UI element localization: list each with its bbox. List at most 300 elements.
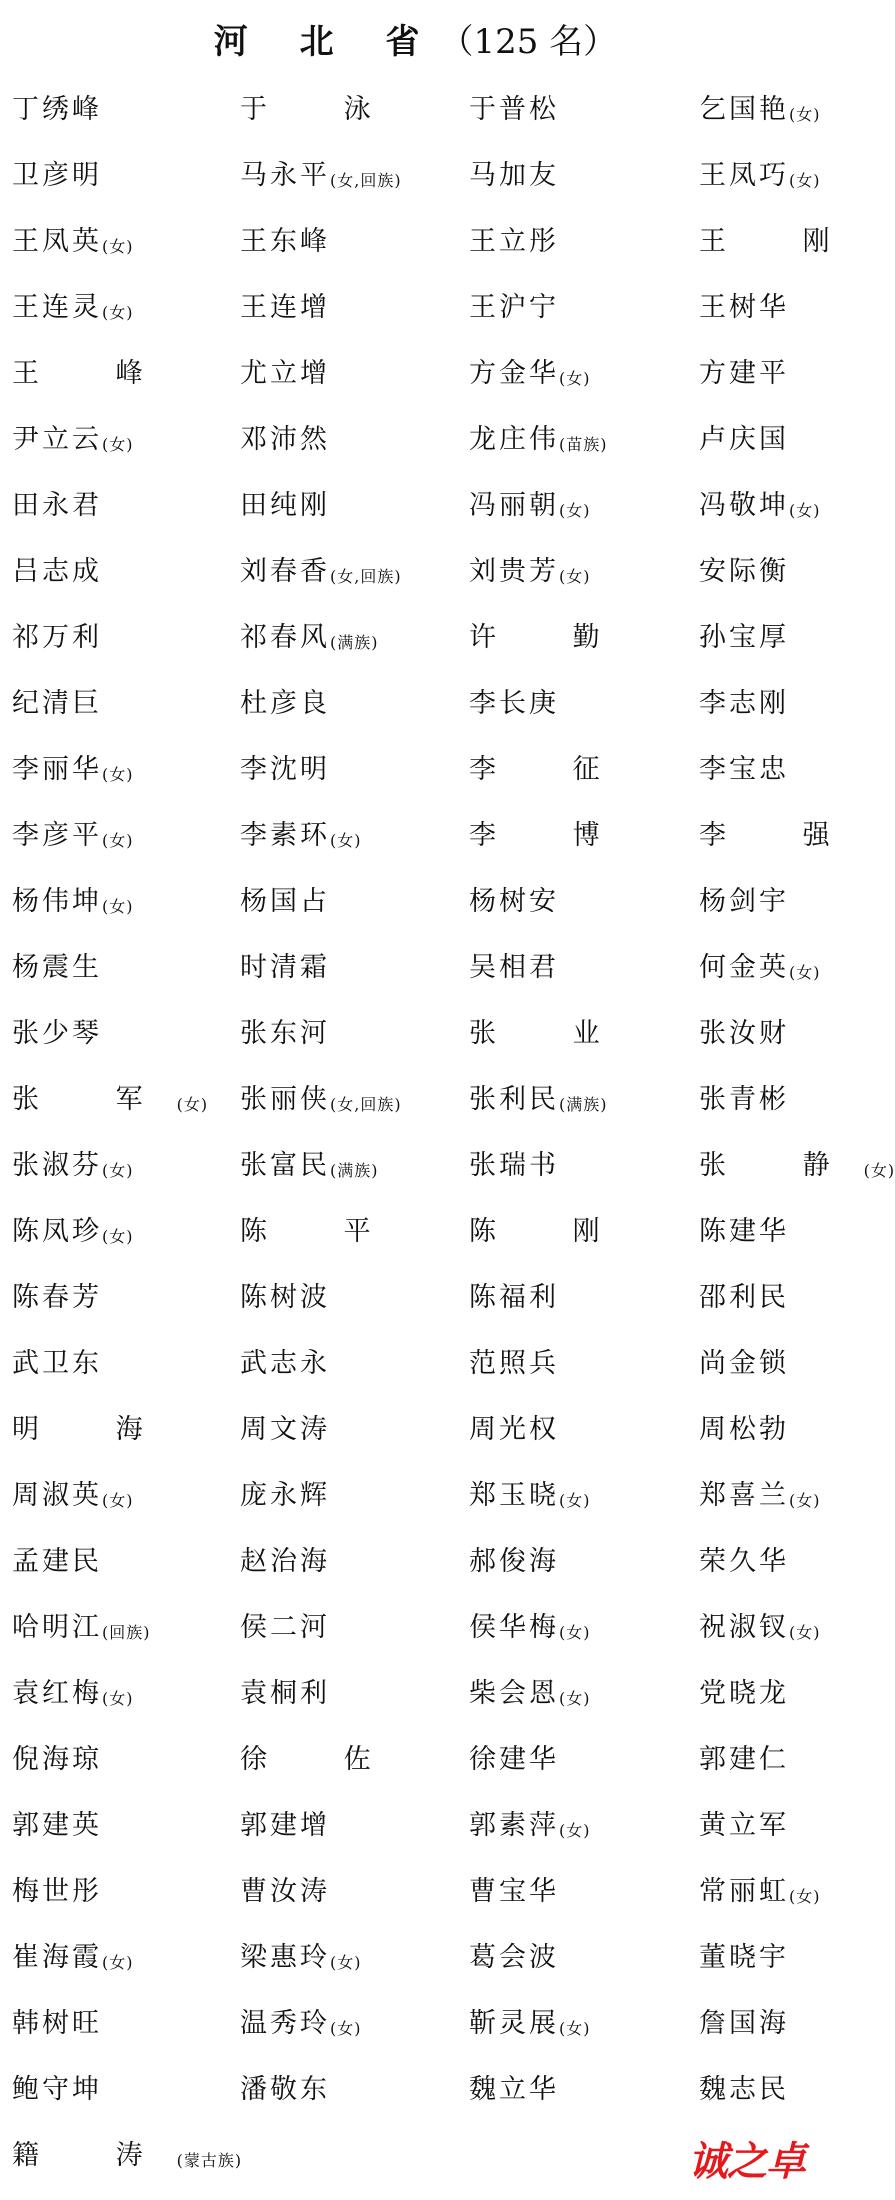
person-name: 尚金锁 [699, 1348, 789, 1379]
name-entry [469, 814, 634, 880]
name-entry [469, 1408, 559, 1474]
person-name: 张瑞书 [469, 1150, 559, 1181]
name-row [0, 484, 831, 550]
name-entry [12, 1210, 134, 1276]
name-entry [240, 2068, 330, 2134]
person-name: 陈凤珍 [12, 1216, 102, 1247]
person-name: 靳灵展 [469, 2008, 559, 2039]
person-name: 祝淑钗 [699, 1612, 789, 1643]
person-name: 李沈明 [240, 754, 330, 785]
person-name: 侯华梅 [469, 1612, 559, 1643]
person-name: 王凤英 [12, 226, 102, 257]
person-name: 郭建增 [240, 1810, 330, 1841]
name-entry [699, 418, 789, 484]
name-annotation: (女,回族) [330, 171, 402, 190]
name-entry [240, 220, 330, 286]
name-row [0, 1078, 831, 1144]
person-name: 尤立增 [240, 358, 330, 389]
name-entry [240, 88, 405, 154]
person-name: 卢庆国 [699, 424, 789, 455]
name-row [0, 88, 831, 154]
name-row [0, 880, 831, 946]
name-entry [469, 220, 559, 286]
name-annotation: (女,回族) [330, 1095, 402, 1114]
person-name: 倪海琼 [12, 1744, 102, 1775]
name-entry [699, 220, 864, 286]
name-entry [699, 1936, 789, 2002]
name-entry [12, 616, 102, 682]
name-entry [240, 1804, 330, 1870]
person-name: 范照兵 [469, 1348, 559, 1379]
name-entry [699, 1408, 789, 1474]
name-entry [240, 616, 379, 682]
name-row [0, 550, 831, 616]
name-entry [240, 154, 402, 220]
name-entry [12, 682, 102, 748]
name-row [0, 1144, 895, 1210]
person-name: 郭建英 [12, 1810, 102, 1841]
person-name: 张青彬 [699, 1084, 789, 1115]
name-entry [699, 946, 821, 1012]
person-name: 田纯刚 [240, 490, 330, 521]
name-entry [12, 1474, 134, 1540]
person-name: 周光权 [469, 1414, 559, 1445]
name-annotation: (女) [102, 237, 134, 256]
person-name: 龙庄伟 [469, 424, 559, 455]
person-name: 詹国海 [699, 2008, 789, 2039]
province-title: 河 北 省 [213, 22, 440, 62]
name-annotation: (女) [102, 303, 134, 322]
person-name: 张 业 [469, 1018, 634, 1049]
name-entry [699, 88, 821, 154]
person-name: 陈树波 [240, 1282, 330, 1313]
name-row [0, 814, 864, 880]
name-annotation: (女) [102, 1161, 134, 1180]
name-entry [699, 1012, 789, 1078]
name-annotation: (女) [789, 171, 821, 190]
person-name: 杨国占 [240, 886, 330, 917]
person-name: 安际衡 [699, 556, 789, 587]
name-annotation: (女) [330, 2019, 362, 2038]
person-name: 李素环 [240, 820, 330, 851]
name-entry [699, 1144, 895, 1210]
person-name: 郭建仁 [699, 1744, 789, 1775]
name-annotation: (女) [559, 1623, 591, 1642]
person-name: 祁春风 [240, 622, 330, 653]
name-annotation: (女) [330, 831, 362, 850]
person-name: 李宝忠 [699, 754, 789, 785]
name-entry [240, 1672, 330, 1738]
name-entry [12, 418, 134, 484]
name-entry [469, 2068, 559, 2134]
name-entry [240, 1408, 330, 1474]
name-annotation: (女) [102, 435, 134, 454]
name-entry [699, 1606, 821, 1672]
name-entry [240, 946, 330, 1012]
name-entry [469, 1540, 559, 1606]
name-entry [12, 1672, 134, 1738]
name-entry [469, 748, 634, 814]
person-name: 孙宝厚 [699, 622, 789, 653]
name-entry [240, 1936, 362, 2002]
person-name: 何金英 [699, 952, 789, 983]
name-entry [12, 550, 102, 616]
person-name: 杨树安 [469, 886, 559, 917]
name-annotation: (女) [102, 1491, 134, 1510]
name-annotation: (女) [330, 1953, 362, 1972]
person-name: 李志刚 [699, 688, 789, 719]
name-entry [12, 1012, 102, 1078]
person-name: 党晓龙 [699, 1678, 789, 1709]
name-entry [240, 1540, 330, 1606]
name-entry [12, 484, 102, 550]
name-entry [469, 1606, 591, 1672]
name-row [0, 1606, 831, 1672]
person-name: 王立彤 [469, 226, 559, 257]
person-name: 王 刚 [699, 226, 864, 257]
name-entry [12, 1276, 102, 1342]
name-entry [12, 2134, 242, 2200]
person-name: 王 峰 [12, 358, 177, 389]
name-entry [12, 1606, 151, 1672]
name-row [0, 1936, 831, 2002]
name-annotation: (女) [102, 1227, 134, 1246]
name-row [0, 682, 831, 748]
name-entry [12, 352, 177, 418]
name-annotation: (女) [789, 963, 821, 982]
person-name: 李 博 [469, 820, 634, 851]
person-name: 刘贵芳 [469, 556, 559, 587]
person-name: 李丽华 [12, 754, 102, 785]
person-name: 陈 平 [240, 1216, 405, 1247]
name-entry [12, 1342, 102, 1408]
person-name: 荣久华 [699, 1546, 789, 1577]
name-annotation: (女) [863, 1161, 895, 1180]
name-entry [12, 2068, 102, 2134]
name-annotation: (女,回族) [330, 567, 402, 586]
name-entry [699, 352, 789, 418]
person-name: 徐建华 [469, 1744, 559, 1775]
name-entry [469, 1936, 559, 2002]
name-annotation: (女) [559, 567, 591, 586]
name-entry [469, 88, 559, 154]
name-entry [469, 286, 559, 352]
name-row [0, 286, 831, 352]
person-name: 马永平 [240, 160, 330, 191]
person-name: 陈福利 [469, 1282, 559, 1313]
name-annotation: (女) [559, 1689, 591, 1708]
name-entry [699, 616, 789, 682]
name-row [0, 616, 831, 682]
name-entry [469, 1804, 591, 1870]
name-entry [699, 2068, 789, 2134]
name-annotation: (回族) [102, 1623, 151, 1642]
name-annotation: (女) [789, 501, 821, 520]
name-annotation: (满族) [330, 1161, 379, 1180]
name-entry [469, 1342, 559, 1408]
name-entry [469, 1210, 634, 1276]
name-entry [240, 1210, 405, 1276]
person-name: 杨伟坤 [12, 886, 102, 917]
name-annotation: (满族) [559, 1095, 608, 1114]
name-entry [469, 352, 591, 418]
name-entry [12, 1804, 102, 1870]
name-entry [469, 1276, 559, 1342]
name-entry [240, 1276, 330, 1342]
name-entry [699, 484, 821, 550]
person-name: 乞国艳 [699, 94, 789, 125]
person-name: 郭素萍 [469, 1810, 559, 1841]
name-entry [240, 1342, 330, 1408]
name-entry [699, 682, 789, 748]
person-name: 崔海霞 [12, 1942, 102, 1973]
name-entry [699, 814, 864, 880]
name-entry [12, 286, 134, 352]
person-name: 孟建民 [12, 1546, 102, 1577]
person-name: 丁绣峰 [12, 94, 102, 125]
person-name: 方金华 [469, 358, 559, 389]
person-name: 武卫东 [12, 1348, 102, 1379]
person-name: 杨剑宇 [699, 886, 789, 917]
person-name: 潘敬东 [240, 2074, 330, 2105]
name-entry [469, 550, 591, 616]
name-entry [240, 1606, 330, 1672]
person-name: 周淑英 [12, 1480, 102, 1511]
name-entry [12, 1408, 177, 1474]
person-name: 李长庚 [469, 688, 559, 719]
person-name: 方建平 [699, 358, 789, 389]
name-annotation: (女) [559, 369, 591, 388]
name-entry [240, 682, 330, 748]
page-title [0, 14, 831, 70]
name-row [0, 1804, 831, 1870]
name-row [0, 946, 831, 1012]
person-name: 张 军 [12, 1084, 177, 1115]
person-name: 袁红梅 [12, 1678, 102, 1709]
name-annotation: (女) [559, 1821, 591, 1840]
name-row [0, 1276, 831, 1342]
name-entry [240, 352, 330, 418]
name-entry [699, 1210, 789, 1276]
person-name: 邓沛然 [240, 424, 330, 455]
name-entry [240, 1474, 330, 1540]
name-annotation: (女) [559, 1491, 591, 1510]
name-entry [699, 2002, 789, 2068]
person-name: 祁万利 [12, 622, 102, 653]
person-name: 葛会波 [469, 1942, 559, 1973]
name-entry [12, 880, 134, 946]
names-grid [0, 88, 895, 2200]
person-name: 吕志成 [12, 556, 102, 587]
name-entry [699, 1078, 789, 1144]
delegate-count: （125 名） [439, 22, 618, 62]
person-name: 郑玉晓 [469, 1480, 559, 1511]
person-name: 明 海 [12, 1414, 177, 1445]
person-name: 曹宝华 [469, 1876, 559, 1907]
name-row [0, 220, 864, 286]
person-name: 王连增 [240, 292, 330, 323]
person-name: 郝俊海 [469, 1546, 559, 1577]
person-name: 黄立军 [699, 1810, 789, 1841]
person-name: 张少琴 [12, 1018, 102, 1049]
name-annotation: (女) [176, 1095, 209, 1114]
name-entry [469, 1738, 559, 1804]
person-name: 张东河 [240, 1018, 330, 1049]
person-name: 曹汝涛 [240, 1876, 330, 1907]
person-name: 周文涛 [240, 1414, 330, 1445]
name-entry [240, 748, 330, 814]
name-row [0, 1738, 831, 1804]
name-entry [240, 1012, 330, 1078]
name-entry [12, 220, 134, 286]
person-name: 王树华 [699, 292, 789, 323]
person-name: 武志永 [240, 1348, 330, 1379]
name-entry [469, 418, 608, 484]
name-annotation: (满族) [330, 633, 379, 652]
name-entry [12, 1738, 102, 1804]
person-name: 冯丽朝 [469, 490, 559, 521]
name-entry [12, 748, 134, 814]
name-entry [699, 1738, 789, 1804]
name-entry [469, 616, 634, 682]
name-entry [469, 682, 559, 748]
person-name: 时清霜 [240, 952, 330, 983]
name-annotation: (女) [789, 1491, 821, 1510]
name-row [0, 1870, 831, 1936]
name-row [0, 748, 831, 814]
name-annotation: (女) [102, 1689, 134, 1708]
person-name: 庞永辉 [240, 1480, 330, 1511]
name-annotation: (女) [789, 1623, 821, 1642]
person-name: 杜彦良 [240, 688, 330, 719]
name-row [0, 1408, 831, 1474]
name-annotation: (蒙古族) [176, 2151, 243, 2170]
person-name: 籍 涛 [12, 2140, 177, 2171]
name-entry [240, 286, 330, 352]
name-entry [699, 1804, 789, 1870]
name-entry [12, 1078, 208, 1144]
name-entry [699, 286, 789, 352]
name-entry [469, 2002, 591, 2068]
person-name: 赵治海 [240, 1546, 330, 1577]
person-name: 纪清巨 [12, 688, 102, 719]
name-entry [240, 1078, 402, 1144]
name-entry [699, 1276, 789, 1342]
person-name: 侯二河 [240, 1612, 330, 1643]
person-name: 郑喜兰 [699, 1480, 789, 1511]
name-row [0, 1342, 831, 1408]
name-annotation: (女) [102, 765, 134, 784]
name-entry [469, 946, 559, 1012]
person-name: 魏志民 [699, 2074, 789, 2105]
name-entry [240, 2002, 362, 2068]
person-name: 田永君 [12, 490, 102, 521]
watermark-logo: 诚之卓 [688, 2139, 805, 2185]
name-row [0, 1012, 831, 1078]
person-name: 张利民 [469, 1084, 559, 1115]
name-entry [240, 550, 402, 616]
name-entry [699, 880, 789, 946]
name-entry [469, 1144, 559, 1210]
name-annotation: (女) [789, 105, 821, 124]
name-entry [699, 1672, 789, 1738]
name-row [0, 2002, 831, 2068]
person-name: 常丽虹 [699, 1876, 789, 1907]
person-name: 王连灵 [12, 292, 102, 323]
name-row [0, 418, 831, 484]
person-name: 张 静 [699, 1150, 864, 1181]
person-name: 张淑芬 [12, 1150, 102, 1181]
person-name: 周松勃 [699, 1414, 789, 1445]
name-annotation: (女) [789, 1887, 821, 1906]
name-annotation: (女) [559, 2019, 591, 2038]
person-name: 王东峰 [240, 226, 330, 257]
person-name: 于普松 [469, 94, 559, 125]
person-name: 温秀玲 [240, 2008, 330, 2039]
name-entry [240, 814, 362, 880]
person-name: 杨震生 [12, 952, 102, 983]
name-annotation: (女) [559, 501, 591, 520]
name-entry [699, 1540, 789, 1606]
name-row [0, 154, 831, 220]
person-name: 袁桐利 [240, 1678, 330, 1709]
person-name: 李 强 [699, 820, 864, 851]
person-name: 陈建华 [699, 1216, 789, 1247]
name-row [0, 1540, 831, 1606]
person-name: 鲍守坤 [12, 2074, 102, 2105]
person-name: 吴相君 [469, 952, 559, 983]
name-entry [699, 550, 789, 616]
person-name: 张汝财 [699, 1018, 789, 1049]
name-annotation: (女) [102, 831, 134, 850]
name-entry [12, 154, 102, 220]
person-name: 李 征 [469, 754, 634, 785]
name-entry [469, 1012, 634, 1078]
person-name: 陈春芳 [12, 1282, 102, 1313]
name-entry [469, 484, 591, 550]
name-entry [469, 1672, 591, 1738]
name-entry [12, 814, 134, 880]
person-name: 卫彦明 [12, 160, 102, 191]
person-name: 梅世彤 [12, 1876, 102, 1907]
name-entry [12, 2002, 102, 2068]
person-name: 冯敬坤 [699, 490, 789, 521]
name-entry [699, 1474, 821, 1540]
name-annotation: (苗族) [559, 435, 608, 454]
name-entry [12, 1144, 134, 1210]
name-row [0, 1672, 831, 1738]
name-entry [12, 1870, 102, 1936]
person-name: 梁惠玲 [240, 1942, 330, 1973]
name-entry [699, 154, 821, 220]
name-entry [469, 154, 559, 220]
name-entry [12, 1936, 134, 2002]
person-name: 于 泳 [240, 94, 405, 125]
name-entry [12, 1540, 102, 1606]
person-name: 许 勤 [469, 622, 634, 653]
person-name: 哈明江 [12, 1612, 102, 1643]
name-entry [699, 1342, 789, 1408]
person-name: 马加友 [469, 160, 559, 191]
person-name: 张丽侠 [240, 1084, 330, 1115]
person-name: 李彦平 [12, 820, 102, 851]
name-entry [240, 1144, 379, 1210]
name-entry [699, 748, 789, 814]
name-entry [469, 880, 559, 946]
person-name: 王凤巧 [699, 160, 789, 191]
name-entry [469, 1870, 559, 1936]
name-entry [240, 1738, 405, 1804]
